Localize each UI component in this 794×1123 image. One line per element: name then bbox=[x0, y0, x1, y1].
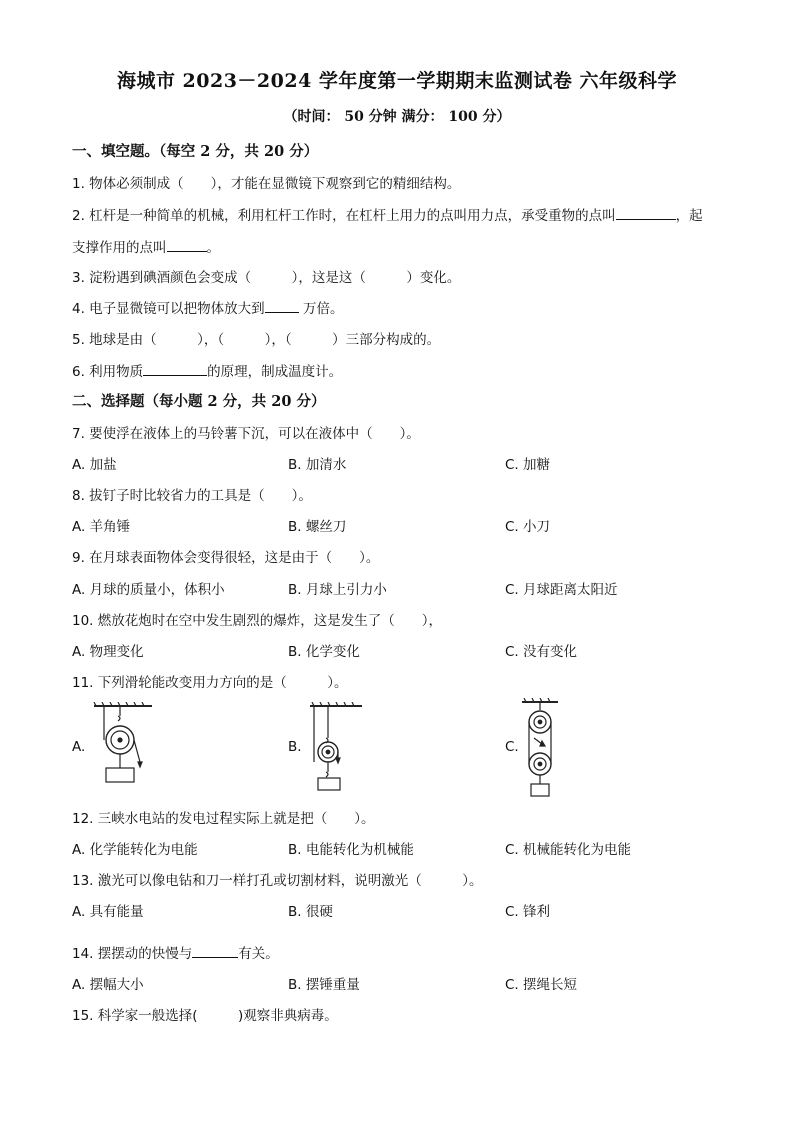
question-8-option-c[interactable]: C. 小刀 bbox=[505, 519, 551, 535]
question-9-option-c[interactable]: C. 月球距离太阳近 bbox=[505, 582, 618, 598]
question-14-option-a[interactable]: A. 摆幅大小 bbox=[72, 977, 144, 993]
question-1: 1. 物体必须制成（ ），才能在显微镜下观察到它的精细结构。 bbox=[72, 176, 461, 192]
answer-blank[interactable] bbox=[167, 237, 207, 252]
answer-blank[interactable] bbox=[143, 361, 207, 376]
question-7-option-c[interactable]: C. 加糖 bbox=[505, 457, 551, 473]
question-2-line-1 bbox=[72, 204, 703, 224]
question-4-text-a: 4. 电子显微镜可以把物体放大到 bbox=[72, 301, 265, 317]
question-15: 15. 科学家一般选择( )观察非典病毒。 bbox=[72, 1008, 338, 1024]
question-13-option-b[interactable]: B. 很硬 bbox=[288, 904, 333, 920]
question-7: 7. 要使浮在液体上的马铃薯下沉，可以在液体中（ ）。 bbox=[72, 426, 420, 442]
question-10: 10. 燃放花炮时在空中发生剧烈的爆炸，这是发生了（ ）， bbox=[72, 613, 443, 629]
question-12-option-a[interactable]: A. 化学能转化为电能 bbox=[72, 842, 198, 858]
section-title-fill-blank: 一、填空题。（每空 2 分，共 20 分） bbox=[72, 143, 319, 160]
question-14-text-a: 14. 摆摆动的快慢与 bbox=[72, 946, 193, 962]
pulley-block-figure-c bbox=[520, 698, 560, 802]
question-2-text-a: 2. 杠杆是一种简单的机械，利用杠杆工作时，在杠杆上用力的点叫用力点，承受重物的点叫 bbox=[72, 208, 616, 224]
question-2-text-b: ，起 bbox=[675, 208, 703, 224]
question-2-text-c: 支撑作用的点叫 bbox=[72, 240, 167, 256]
page-subtitle: （时间： 50 分钟 满分： 100 分） bbox=[283, 109, 511, 125]
question-11-option-a[interactable]: A. bbox=[72, 739, 86, 755]
section-title-multiple-choice: 二、选择题（每小题 2 分，共 20 分） bbox=[72, 393, 326, 410]
page-title: 海城市 2023－2024 学年度第一学期期末监测试卷 六年级科学 bbox=[116, 70, 678, 92]
question-9-option-a[interactable]: A. 月球的质量小，体积小 bbox=[72, 582, 225, 598]
question-6 bbox=[72, 360, 342, 380]
question-14-text-b: 有关。 bbox=[238, 946, 279, 962]
question-7-option-a[interactable]: A. 加盐 bbox=[72, 457, 117, 473]
question-3: 3. 淀粉遇到碘酒颜色会变成（ ），这是这（ ）变化。 bbox=[72, 270, 461, 286]
question-13-option-c[interactable]: C. 锋利 bbox=[505, 904, 551, 920]
question-6-text-a: 6. 利用物质 bbox=[72, 364, 144, 380]
question-9-option-b[interactable]: B. 月球上引力小 bbox=[288, 582, 387, 598]
question-6-text-b: 的原理，制成温度计。 bbox=[207, 364, 343, 380]
question-10-option-b[interactable]: B. 化学变化 bbox=[288, 644, 360, 660]
question-12-option-b[interactable]: B. 电能转化为机械能 bbox=[288, 842, 414, 858]
question-14-option-b[interactable]: B. 摆锤重量 bbox=[288, 977, 360, 993]
question-2-text-d: 。 bbox=[206, 240, 220, 256]
fixed-pulley-figure-b bbox=[306, 702, 366, 794]
question-4 bbox=[72, 297, 343, 317]
question-9: 9. 在月球表面物体会变得很轻，这是由于（ ）。 bbox=[72, 550, 380, 566]
question-13: 13. 激光可以像电钻和刀一样打孔或切割材料，说明激光（ ）。 bbox=[72, 873, 483, 889]
movable-pulley-figure-a bbox=[92, 702, 156, 786]
answer-blank[interactable] bbox=[265, 298, 299, 313]
question-12: 12. 三峡水电站的发电过程实际上就是把（ ）。 bbox=[72, 811, 375, 827]
question-8-option-b[interactable]: B. 螺丝刀 bbox=[288, 519, 347, 535]
answer-blank[interactable] bbox=[616, 205, 676, 220]
question-14-option-c[interactable]: C. 摆绳长短 bbox=[505, 977, 578, 993]
question-7-option-b[interactable]: B. 加清水 bbox=[288, 457, 347, 473]
question-14 bbox=[72, 942, 279, 962]
question-10-option-a[interactable]: A. 物理变化 bbox=[72, 644, 144, 660]
question-10-option-c[interactable]: C. 没有变化 bbox=[505, 644, 578, 660]
question-11: 11. 下列滑轮能改变用力方向的是（ ）。 bbox=[72, 675, 348, 691]
question-8-option-a[interactable]: A. 羊角锤 bbox=[72, 519, 131, 535]
question-13-option-a[interactable]: A. 具有能量 bbox=[72, 904, 144, 920]
question-12-option-c[interactable]: C. 机械能转化为电能 bbox=[505, 842, 632, 858]
answer-blank[interactable] bbox=[192, 943, 238, 958]
question-11-option-c[interactable]: C. bbox=[505, 739, 519, 755]
question-11-option-b[interactable]: B. bbox=[288, 739, 302, 755]
question-5: 5. 地球是由（ ），（ ），（ ）三部分构成的。 bbox=[72, 332, 441, 348]
question-2-line-2 bbox=[72, 236, 220, 256]
question-4-text-b: 万倍。 bbox=[298, 301, 344, 317]
question-8: 8. 拔钉子时比较省力的工具是（ ）。 bbox=[72, 488, 312, 504]
